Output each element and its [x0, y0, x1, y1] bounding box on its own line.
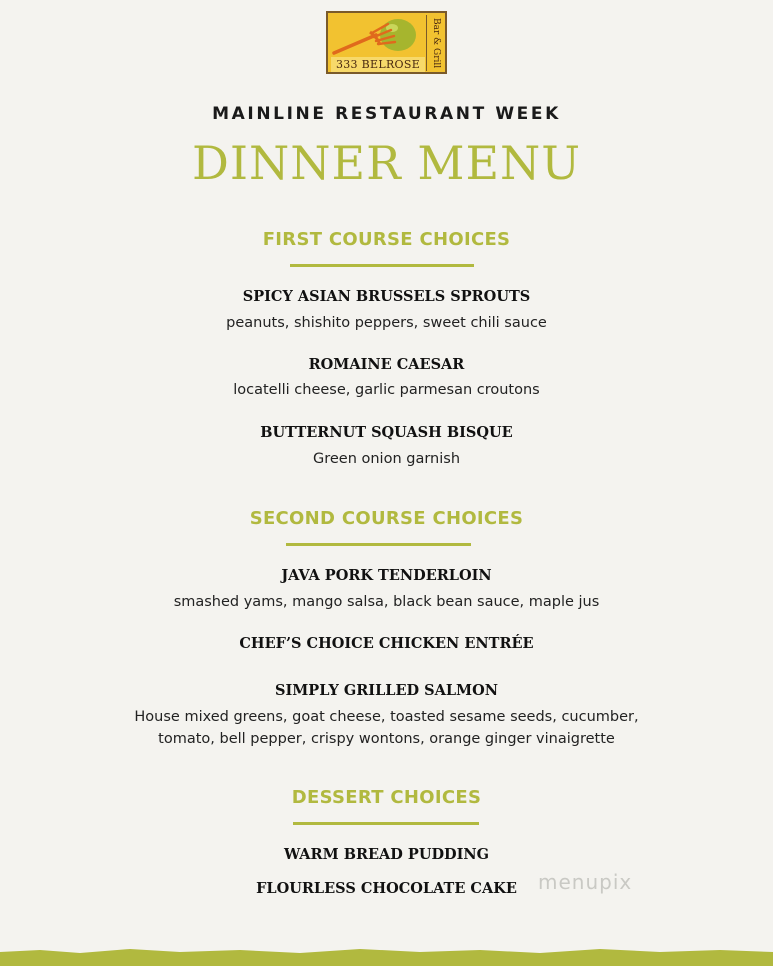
- restaurant-logo: [326, 11, 447, 74]
- section-heading-first-course: FIRST COURSE CHOICES: [262, 229, 511, 250]
- section-heading-second-course: SECOND COURSE CHOICES: [249, 508, 524, 529]
- menu-item-description: House mixed greens, goat cheese, toasted sesame seeds, cucumber,: [134, 709, 639, 725]
- menu-item-description: Green onion garnish: [312, 451, 461, 467]
- page-title: DINNER MENU: [191, 136, 582, 190]
- menu-item-name: SPICY ASIAN BRUSSELS SPROUTS: [242, 288, 531, 305]
- section-divider: [290, 264, 474, 267]
- menu-item-description: tomato, bell pepper, crispy wontons, orange ginger vinaigrette: [158, 731, 615, 747]
- menu-item-name: SIMPLY GRILLED SALMON: [274, 682, 498, 699]
- section-heading-dessert: DESSERT CHOICES: [291, 787, 482, 808]
- menu-item-name: CHEF’S CHOICE CHICKEN ENTRÉE: [239, 635, 534, 652]
- menu-item-name: JAVA PORK TENDERLOIN: [281, 567, 492, 584]
- bottom-border-band: [0, 946, 773, 966]
- section-divider: [293, 822, 479, 825]
- menu-item-name: FLOURLESS CHOCOLATE CAKE: [256, 880, 517, 897]
- section-divider: [286, 543, 471, 546]
- logo-side-text: Bar & Grill: [426, 15, 444, 71]
- watermark: menupix: [538, 870, 633, 894]
- menu-item-description: peanuts, shishito peppers, sweet chili sauce: [226, 315, 547, 331]
- fork-olive-icon: [328, 13, 428, 58]
- menu-item-description: smashed yams, mango salsa, black bean sauce, maple jus: [173, 594, 600, 610]
- logo-name: 333 BELROSE: [331, 57, 425, 72]
- menu-item-name: WARM BREAD PUDDING: [283, 846, 490, 863]
- menu-item-name: BUTTERNUT SQUASH BISQUE: [260, 424, 513, 441]
- menu-item-name: ROMAINE CAESAR: [308, 356, 465, 373]
- menu-item-description: locatelli cheese, garlic parmesan croutons: [233, 382, 540, 398]
- event-name: MAINLINE RESTAURANT WEEK: [212, 104, 561, 124]
